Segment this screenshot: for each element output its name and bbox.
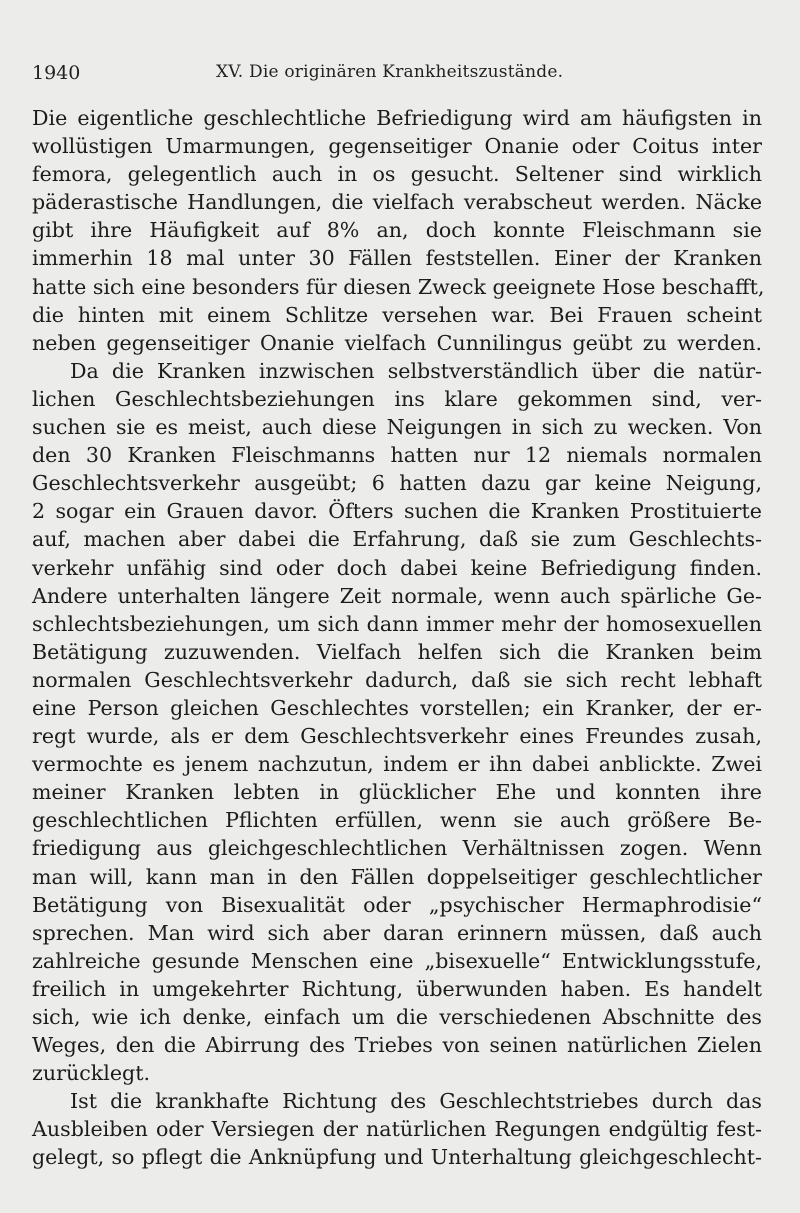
body-text <box>32 104 765 1172</box>
text-line: geschlechtlichen Pflichten erfüllen, wenn sie auch größere Be- <box>32 808 762 833</box>
text-line: gelegt, so pflegt die Anknüpfung und Unterhaltung gleichgeschlecht- <box>32 1145 762 1170</box>
text-line: zurücklegt. <box>32 1061 151 1086</box>
page-number: 1940 <box>32 62 81 84</box>
text-line: schlechtsbeziehungen, um sich dann immer mehr der homosexuellen <box>32 611 762 636</box>
text-line: freilich in umgekehrter Richtung, überwunden haben. Es handelt <box>32 976 762 1001</box>
text-line: auf, machen aber dabei die Erfahrung, daß sie zum Geschlechts- <box>32 527 762 552</box>
text-line: Geschlechtsverkehr ausgeübt; 6 hatten dazu gar keine Neigung, <box>32 471 762 496</box>
text-line: neben gegenseitiger Onanie vielfach Cunnilingus geübt zu werden. <box>32 330 762 355</box>
text-line: friedigung aus gleichgeschlechtlichen Verhältnissen zogen. Wenn <box>32 836 762 861</box>
text-line: gibt ihre Häufigkeit auf 8% an, doch konnte Fleischmann sie <box>32 218 762 243</box>
text-line: Betätigung zuzuwenden. Vielfach helfen sich die Kranken beim <box>32 639 762 664</box>
text-line: vermochte es jenem nachzutun, indem er ihn dabei anblickte. Zwei <box>32 752 762 777</box>
text-line: Betätigung von Bisexualität oder „psychischer Hermaphrodisie“ <box>32 892 762 917</box>
text-line: Ist die krankhafte Richtung des Geschlechtstriebes durch das <box>70 1089 762 1114</box>
text-line: Die eigentliche geschlechtliche Befriedigung wird am häufigsten in <box>32 106 762 130</box>
text-line: den 30 Kranken Fleischmanns hatten nur 12 niemals normalen <box>32 443 762 468</box>
text-line: wollüstigen Umarmungen, gegenseitiger Onanie oder Coitus inter <box>32 134 762 159</box>
text-line: immerhin 18 mal unter 30 Fällen feststellen. Einer der Kranken <box>32 246 762 271</box>
text-line: Andere unterhalten längere Zeit normale, wenn auch spärliche Ge- <box>32 583 762 608</box>
text-line: meiner Kranken lebten in glücklicher Ehe und konnten ihre <box>32 780 762 805</box>
text-line: 2 sogar ein Grauen davor. Öfters suchen die Kranken Prostituierte <box>32 499 762 524</box>
text-line: man will, kann man in den Fällen doppelseitiger geschlechtlicher <box>32 864 762 889</box>
text-line: Ausbleiben oder Versiegen der natürlichen Regungen endgültig fest- <box>32 1117 762 1142</box>
text-line: regt wurde, als er dem Geschlechtsverkehr eines Freundes zusah, <box>32 724 762 749</box>
running-title: XV. Die originären Krankheitszustände. <box>216 62 564 82</box>
text-line: femora, gelegentlich auch in os gesucht. Seltener sind wirklich <box>32 162 762 187</box>
text-line: sich, wie ich denke, einfach um die verschiedenen Abschnitte des <box>32 1005 762 1029</box>
text-line: zahlreiche gesunde Menschen eine „bisexuelle“ Entwicklungsstufe, <box>32 948 762 973</box>
text-line: verkehr unfähig sind oder doch dabei keine Befriedigung finden. <box>32 555 762 580</box>
text-line: eine Person gleichen Geschlechtes vorstellen; ein Kranker, der er- <box>32 695 762 720</box>
text-line: Da die Kranken inzwischen selbstverständlich über die natür- <box>70 358 762 383</box>
text-line: lichen Geschlechtsbeziehungen ins klare gekommen sind, ver- <box>32 386 762 411</box>
text-line: Weges, den die Abirrung des Triebes von seinen natürlichen Zielen <box>32 1033 762 1058</box>
text-line: normalen Geschlechtsverkehr dadurch, daß sie sich recht lebhaft <box>32 667 762 692</box>
text-line: sprechen. Man wird sich aber daran erinnern müssen, daß auch <box>32 920 762 945</box>
text-line: die hinten mit einem Schlitze versehen war. Bei Frauen scheint <box>32 302 762 327</box>
text-line: hatte sich eine besonders für diesen Zweck geeignete Hose beschafft, <box>32 274 765 299</box>
text-line: päderastische Handlungen, die vielfach verabscheut werden. Näcke <box>32 190 762 215</box>
text-line: suchen sie es meist, auch diese Neigungen in sich zu wecken. Von <box>32 415 762 440</box>
